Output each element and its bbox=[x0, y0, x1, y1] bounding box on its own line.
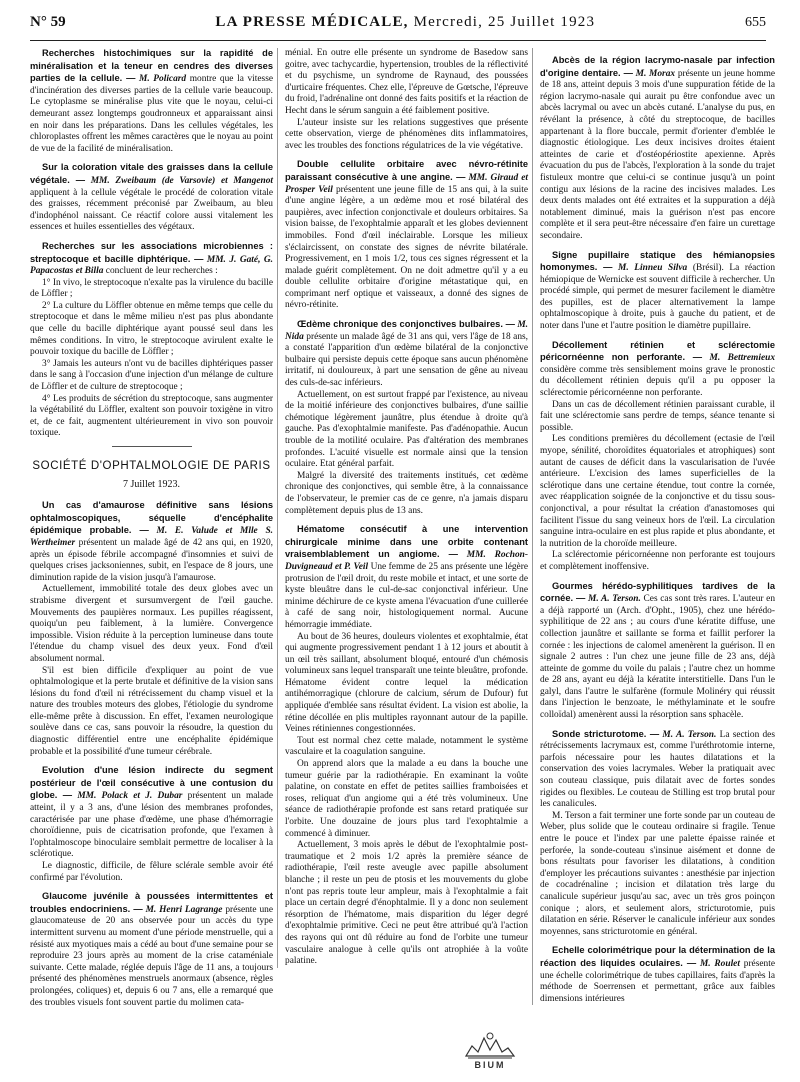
journal-name: LA PRESSE MÉDICALE, bbox=[215, 14, 409, 30]
section-divider bbox=[112, 446, 192, 447]
article-roulet bbox=[540, 945, 775, 1005]
paragraph: Actuellement, 3 mois après le début de l'exophtalmie post-traumatique et 2 mois 1/2 après la première séance de radiothérapie, l'œil reste aveugle avec papille absolument blanche ; il reste un peu de ptosis et les mouvements du globe n'ont pas repris toute leur ampleur, mais à l'exophtalmie a fait place un certain degré d'énophtalmie. Il y a donc non seulement résorption de l'hématome, mais disparition du léger degré d'exophtalmie primitive. Ceci ne peut être attribué qu'à l'action des rayons qui ont dû réduire au fond de l'orbite une tumeur vasculaire analogue à celle qu'ils ont atrophiée à la voûte palatine. bbox=[285, 840, 528, 967]
article-author: M. E. Valude et Mlle S. Wertheimer bbox=[30, 526, 274, 548]
article-title: Œdème chronique des conjonctives bulbaires. — bbox=[297, 319, 515, 330]
paragraph: 3° Jamais les auteurs n'ont vu de bacilles diphtériques passer dans le sang à l'occasion d'une injection d'un mélange de culture de Löffler et de culture de streptocoque ; bbox=[30, 358, 273, 393]
article-author: MM. J. Gaté, G. Papacostas et Billa bbox=[30, 254, 273, 277]
article-valude bbox=[30, 500, 273, 758]
article-zweibaum bbox=[30, 162, 273, 234]
paragraph: Dans un cas de décollement rétinien paraissant curable, il fait une sclérectomie sans perdre de temps, séance tenante si possible. bbox=[540, 399, 775, 433]
article-author: MM. Zweibaum (de Varsovie) et Mangenot bbox=[90, 175, 273, 186]
paragraph: Le diagnostic, difficile, de fêlure sclérale semble avoir été confirmé par l'évolution. bbox=[30, 861, 273, 883]
paragraph: Les conditions premières du décollement (ectasie de l'œil myope, sénilité, choroïdites équatoriales et atrophiques) sont autant de causes de déficit dans la vascularisation de l'uvée antérieure. L'excision des lames superficielles de la sclérotique dans une certaine étendue, tout contre la cornée, avec réapplication soignée de la conjonctive et du tissu sous-conjonctival, a pour résultat la création d'anastomoses qui facilitent l'issue du sang veineux hors de l'œil. La circulation sanguine intra-oculaire en est plus rapide et plus abondante, et la nutrition de la choroïde meilleure. bbox=[540, 434, 775, 549]
paragraph: M. Terson a fait terminer une forte sonde par un couteau de Weber, plus solide que le couteau ordinaire si fragile. Tenue entre le pouce et l'index par une palette épaisse rainée et perforée, la sonde-couteau s'insinue aisément et donne de bons résultats pour favoriser les dilatations, à condition d'employer les précautions suivantes : anesthésie par injection de cocadrénaline ; incision et dilatation très large du canalicule supérieur jusqu'au sac, avec un très gros poinçon conique ; alors, et seulement alors, stricturotomie, puis dilatation en série. Réserver le canalicule inférieur aux sondes moyennes, sans stricturotomie en général. bbox=[540, 810, 775, 937]
article-body: présentent un malade âgé de 42 ans qui, en 1920, après un épisode fébrile accompagné d'insomnies et suivi de quelques crises jacksoniennes, subit, en l'espace de 8 jours, une diminution rapide de la vision jusqu'à l'amaurose. bbox=[30, 537, 274, 583]
issue-date: Mercredi, 25 Juillet 1923 bbox=[413, 14, 596, 30]
article-body: présente un jeune homme de 18 ans, atteint depuis 3 mois d'une suppuration fétide de la région lacrymo-nasale qui aurait pu être confondue avec un abcès lacrymal ou avec un abcès cutané. L'analyse du pus, en révélant la présence, à côté du streptocoque, de bacilles appartenant à la flore buccale, permit d'orienter d'emblée le diagnostic étiologique. Les deux incisives droites étaient atteintes de carie et d'ostéopériostite apexienne. Après évacuation du pus de l'abcès, l'exploration à la sonde du trajet fistuleux montre que celui-ci se continue jusqu'à un point contigu aux lésions de la racine des incisives malades. Les deux dents malades ont été extraites et la suppuration a déjà notablement diminué, mais la guérison n'est pas encore complète et il sera peut-être nécessaire d'en faire un curettage secondaire. bbox=[540, 68, 776, 241]
paragraph: Actuellement, on est surtout frappé par l'existence, au niveau de la moitié inférieure des conjonctives bulbaires, d'une saillie chémotique légèrement jaunâtre, plus étendue à droite qu'à gauche. Pas d'exophtalmie manifeste. Pas d'adénopathie. Aucun trouble de la motilité oculaire. Pas d'altération des membranes profondes. L'acuité visuelle est normale ainsi que la tension oculaire. Etat général parfait. bbox=[285, 389, 528, 470]
article-title: Décollement rétinien et sclérectomie péricornéenne non perforante. — bbox=[540, 339, 775, 363]
article-policard bbox=[30, 48, 273, 155]
article-title: Gourmes hérédo-syphilitiques tardives de la cornée. — bbox=[540, 580, 775, 604]
paragraph: 4° Les produits de sécrétion du streptocoque, sans augmenter la végétabilité du Löffler, exaltent son pouvoir toxigène in vitro et, de ce fait, augmentent ultérieurement in vivo son pouvoir toxique. bbox=[30, 393, 273, 439]
article-author: M. Policard bbox=[139, 74, 187, 85]
column-3 bbox=[540, 48, 775, 1005]
article-morax bbox=[540, 55, 775, 243]
article-body: présente une échelle colorimétrique de tubes capillaires, faits d'après la méthode de Soerrensen et permettant, grâce aux faibles dimensions intérieures bbox=[540, 958, 775, 1004]
paragraph: L'auteur insiste sur les relations suggestives que présente cette observation, vierge de phénomènes dits inflammatoires, avec les troubles des fonctions régulatrices de la vie végétative. bbox=[285, 117, 528, 151]
article-terson-gourmes bbox=[540, 581, 775, 722]
article-author: M. A. Terson. bbox=[662, 729, 717, 740]
paragraph: 2° La culture du Löffler obtenue en même temps que celle du streptocoque et dans le même milieu n'est pas plus abondante que celle du bacille diphtérique ayant poussé seul dans les mêmes conditions. In vitro, le streptocoque avirulent exalte le pouvoir toxique du bacille de Löffler ; bbox=[30, 300, 273, 358]
article-title: Glaucome juvénile à poussées intermittentes et troubles endocriniens. — bbox=[30, 891, 273, 914]
article-body: présente un malade âgé de 31 ans qui, vers l'âge de 18 ans, a constaté l'apparition d'un œdème bilatéral de la conjonctive bulbaire qui persiste depuis cette époque sans aucun phénomène irritatif, ni douloureux, à part une sensation de gêne au niveau des culs-de-sac inférieurs. bbox=[285, 331, 529, 389]
article-author: M. Linneu Silva bbox=[618, 263, 688, 274]
article-polack bbox=[30, 765, 273, 884]
article-terson-sonde bbox=[540, 729, 775, 939]
section-date: 7 Juillet 1923. bbox=[123, 478, 180, 490]
paragraph: S'il est bien difficile d'expliquer au point de vue ophtalmologique et la perte brutale et définitive de la vision sans lésions du fond d'œil ni rétrécissement du champ visuel et la nature des troubles moteurs des globes, l'étiologie du syndrome elle-même prête à discussion. En effet, l'examen neurologique soulève dans ce cas, sans pouvoir la résoudre, la question du diagnostic différentiel entre une encéphalite épidémique probable et la possibilité d'une tumeur cérébrale. bbox=[30, 665, 273, 757]
page-header bbox=[30, 14, 766, 38]
stamp-label: BIUM bbox=[474, 1060, 506, 1070]
page-number: 655 bbox=[744, 15, 766, 30]
paragraph: La sclérectomie péricornéenne non perforante est toujours et complètement inoffensive. bbox=[540, 550, 775, 572]
article-title: Echelle colorimétrique pour la détermination de la réaction des liquides oculaires. — bbox=[540, 945, 775, 968]
article-rochon-duvigneaud bbox=[285, 524, 528, 968]
article-title: Recherches sur les associations microbiennes : streptocoque et bacille diphtérique. — bbox=[30, 240, 273, 264]
column-1 bbox=[30, 48, 273, 1009]
paragraph: ménial. En outre elle présente un syndrome de Basedow sans goitre, avec tachycardie, hypertension, troubles de la réflectivité et du psychisme, un syndrome de Raynaud, des poussées d'urticaire fréquentes. Chez elle, l'épreuve de Gœtsche, l'épreuve du froid, l'adrénaline ont donné des faits positifs et la réaction de Hecht dans le sérum sanguin a été faiblement positive. bbox=[285, 48, 528, 116]
article-author: MM. Giraud et Prosper Veil bbox=[285, 172, 528, 195]
paragraph: Actuellement, immobilité totale des deux globes avec un strabisme divergent et sursumvergent de l'œil gauche. Mouvements des paupières normaux. Les pupilles réagissent, quoiqu'un peu faiblement, à la lumière. Convergence impossible. Vision réduite à la perception lumineuse dans toute l'étendue du champ visuel des deux yeux. Fond d'œil absolument normal. bbox=[30, 584, 273, 664]
article-title: Abcès de la région lacrymo-nasale par infection d'origine dentaire. — bbox=[540, 55, 775, 78]
paragraph: On apprend alors que la malade a eu dans la bouche une tumeur guérie par la radiothérapie. En examinant la voûte palatine, on constate en effet de petites saillies framboisées et roses, reliquat d'un angiome qui a été très volumineux. Une séance de radiothérapie profonde est sans retard pratiquée sur l'orbite. Une douzaine de jours plus tard l'exophtalmie a commencé à diminuer. bbox=[285, 759, 528, 839]
article-lagrange bbox=[30, 891, 273, 1009]
article-author: MM. Rochon-Duvigneaud et P. Veil bbox=[285, 550, 528, 572]
journal-title bbox=[215, 14, 595, 31]
article-linneu-silva bbox=[540, 250, 775, 333]
article-body: présente une glaucomateuse de 20 ans observée pour un accès du type intermittent survenu au moment d'une période menstruelle, qui a résisté aux myotiques mais a cédé au bout d'une semaine pour se reproduire 23 jours après au moment de la crise cataméniale suivante. Cette malade, réglée depuis l'âge de 11 ans, a toujours présenté des phénomènes menstruels anormaux (absence, règles prolongées, coliques) et, depuis 6 ou 7 ans, elle a remarqué que des troubles visuels font souvent partie du molimen cata- bbox=[30, 904, 273, 1008]
paragraph: Malgré la diversité des traitements institués, cet œdème chronique des conjonctives, qui semble être, à la connaissance de l'observateur, le premier cas de ce genre, n'a jamais disparu complètement depuis plus de 13 ans. bbox=[285, 470, 528, 516]
article-giraud bbox=[285, 159, 528, 312]
article-author: M. Morax bbox=[635, 68, 676, 79]
article-title: Hématome consécutif à une intervention chirurgicale minime dans une orbite contenant vraisemblablement un angiome. — bbox=[285, 524, 528, 560]
article-author: M. Henri Lagrange bbox=[145, 904, 223, 915]
article-title: Un cas d'amaurose définitive sans lésions ophtalmoscopiques, séquelle d'encéphalite épidémique probable. — bbox=[30, 500, 273, 536]
column-separator bbox=[277, 48, 278, 968]
column-2 bbox=[285, 48, 528, 968]
article-bettremieux bbox=[540, 340, 775, 574]
article-body: appliquent à la cellule végétale le procédé de coloration vitale des graisses, récemment préconisé par Zweibaum, au bleu d'indophénol naissant. Ce réactif colore aussi vitalement les essences et huiles essentielles des végétaux. bbox=[30, 187, 273, 233]
article-body: La section des rétrécissements lacrymaux est, comme l'uréthrotomie interne, parfois nécessaire pour les hautes dilatations et la conservation des voies lacrymales. Weber la pratiquait avec son couteau classique, puis dilatait avec de fortes sondes rigides ou flexibles. Le couteau de Stilling est trop brutal pour les canalicules. bbox=[540, 729, 775, 810]
article-author: MM. Polack et J. Dubar bbox=[77, 791, 183, 802]
article-body: montre que la vitesse d'incinération des diverses parties de la cellule varie beaucoup. Le cytoplasme se minéralise plus vite que le noyau, celui-ci demeurant assez longtemps goudronneux et apparaissant ainsi en noir dans les préparations. Dans les cellules végétales, les chloroplastes offrent les mêmes caractères que le noyau au point de vue de la facilité de minéralisation. bbox=[30, 74, 273, 154]
article-title: Evolution d'une lésion indirecte du segment postérieur de l'œil consécutive à une contusion du globe. — bbox=[30, 765, 273, 801]
article-body: (Brésil). La réaction hémiopique de Wernicke est souvent difficile à rechercher. Un procédé simple, qui permet de mesurer facilement le diamètre des pupilles, est de placer alternativement la lampe ophtalmoscopique à droite, puis à gauche du patient, et de noter dans l'une et l'autre position le diamètre pupillaire. bbox=[540, 263, 776, 332]
article-gate bbox=[30, 241, 273, 440]
article-title: Recherches histochimiques sur la rapidité de minéralisation et la teneur en cendres des diverses parties de la cellule. — bbox=[30, 48, 273, 84]
article-nida bbox=[285, 319, 528, 517]
article-author: M. Roulet bbox=[699, 958, 740, 969]
article-body: présentent une jeune fille de 15 ans qui, à la suite d'une angine légère, a un œdème mou et rosé bilatéral des paupières, avec infection conjonctivale et douleurs orbitaires. Sa vision baisse, de l'exophtalmie apparaît et les globes deviennent immobiles. Fond d'œil inéclairable. Lorsque les milieux s'éclaircissent, on constate des signes de névrite bilatérale. Progressivement, en 1 mois 1/2, tous ces signes régressent et la malade guérit complètement. On ne doit admettre qu'il y a eu double cellulite orbitaire d'origine métastatique qui, en comprimant nerf optique et vaisseaux, a donné des signes de névro-rétinite. bbox=[285, 184, 529, 311]
column-separator bbox=[532, 48, 533, 1005]
article-title: Sonde stricturotome. — bbox=[552, 728, 660, 739]
article-body: présentent un malade atteint, il y a 3 ans, d'une lésion des membranes profondes, caractérisée par une phase d'œdème, une phase d'hémorragie choroïdienne, puis de cicatrisation profonde, que l'examen à l'ophtalmoscope binoculaire semblait permettre de localiser à la sclérotique. bbox=[30, 791, 274, 860]
article-author: M. Bettremieux bbox=[709, 353, 776, 364]
article-title: Signe pupillaire statique des hémianopsies homonymes. — bbox=[540, 249, 775, 273]
library-stamp bbox=[455, 1030, 525, 1074]
library-seal-icon bbox=[462, 1030, 518, 1060]
article-title: Sur la coloration vitale des graisses dans la cellule végétale. — bbox=[30, 162, 273, 185]
issue-number: N° 59 bbox=[30, 14, 66, 30]
header-rule bbox=[30, 40, 766, 41]
section-title: SOCIÉTÉ D'OPHTALMOLOGIE DE PARIS bbox=[32, 460, 271, 472]
article-author: M. Nida bbox=[285, 320, 528, 342]
article-body: considère comme très sensiblement moins grave le pronostic du décollement rétinien depuis qu'il a pu opposer la sclérectomie péricornéenne non perforante. bbox=[540, 364, 775, 399]
article-body: Une femme de 25 ans présente une légère protrusion de l'œil droit, du reste mobile et intact, et une sorte de kyste bleuâtre dans le cul-de-sac conjonctival inférieur. Une minime déchirure de ce kyste amena l'évacuation d'une cuillerée à café de sang noir, histologiquement normal. Aucune hémorragie immédiate. bbox=[285, 561, 528, 630]
article-author: M. A. Terson. bbox=[587, 594, 641, 605]
paragraph: Tout est normal chez cette malade, notamment le système vasculaire et la coagulation sanguine. bbox=[285, 735, 528, 758]
article-title: Double cellulite orbitaire avec névro-rétinite paraissant consécutive à une angine. — bbox=[285, 159, 528, 182]
article-body: concluent de leur recherches : bbox=[105, 266, 218, 277]
article-body: Ces cas sont très rares. L'auteur en a déjà rapporté un (Arch. d'Opht., 1905), chez une hérédo-syphilitique de 22 ans ; au cours d'une kératite diffuse, une collection jaunâtre et saillante se forma et faillit perforer la cornée : les injections de calomel amenèrent la guérison. Il en signale 2 autres : l'un chez une jeune fille de 23 ans, déjà atteinte de gomme du voile du palais ; l'autre chez un homme de 28 ans, ayant eu déjà la kératite interstitielle. Dans l'un le galyl, dans l'autre le sulfarène (formule Molinéry qui réussit dans l'injection le benzoate, le méthylaminate et le soufre colloïdal) amenèrent aussi la résorption sans sphacèle. bbox=[540, 594, 776, 721]
paragraph: Au bout de 36 heures, douleurs violentes et exophtalmie, état qui augmente progressivement pendant 1 à 12 jours et aboutit à un œil très saillant, absolument bloqué, entouré d'un chémosis volumineux sans lequel transparaît une teinte bleuâtre, profonde. Hématome évident contre lequel la médication antihémorragique (chlorure de calcium, sérum de Dufour) fut appliquée d'emblée sans résultat évident. La vision est abolie, la rétine décollée en plis multiples rayonnant autour de la papille. Veines rétiniennes congestionnées. bbox=[285, 631, 528, 735]
paragraph: 1° In vivo, le streptocoque n'exalte pas la virulence du bacille de Löffler ; bbox=[30, 277, 273, 300]
